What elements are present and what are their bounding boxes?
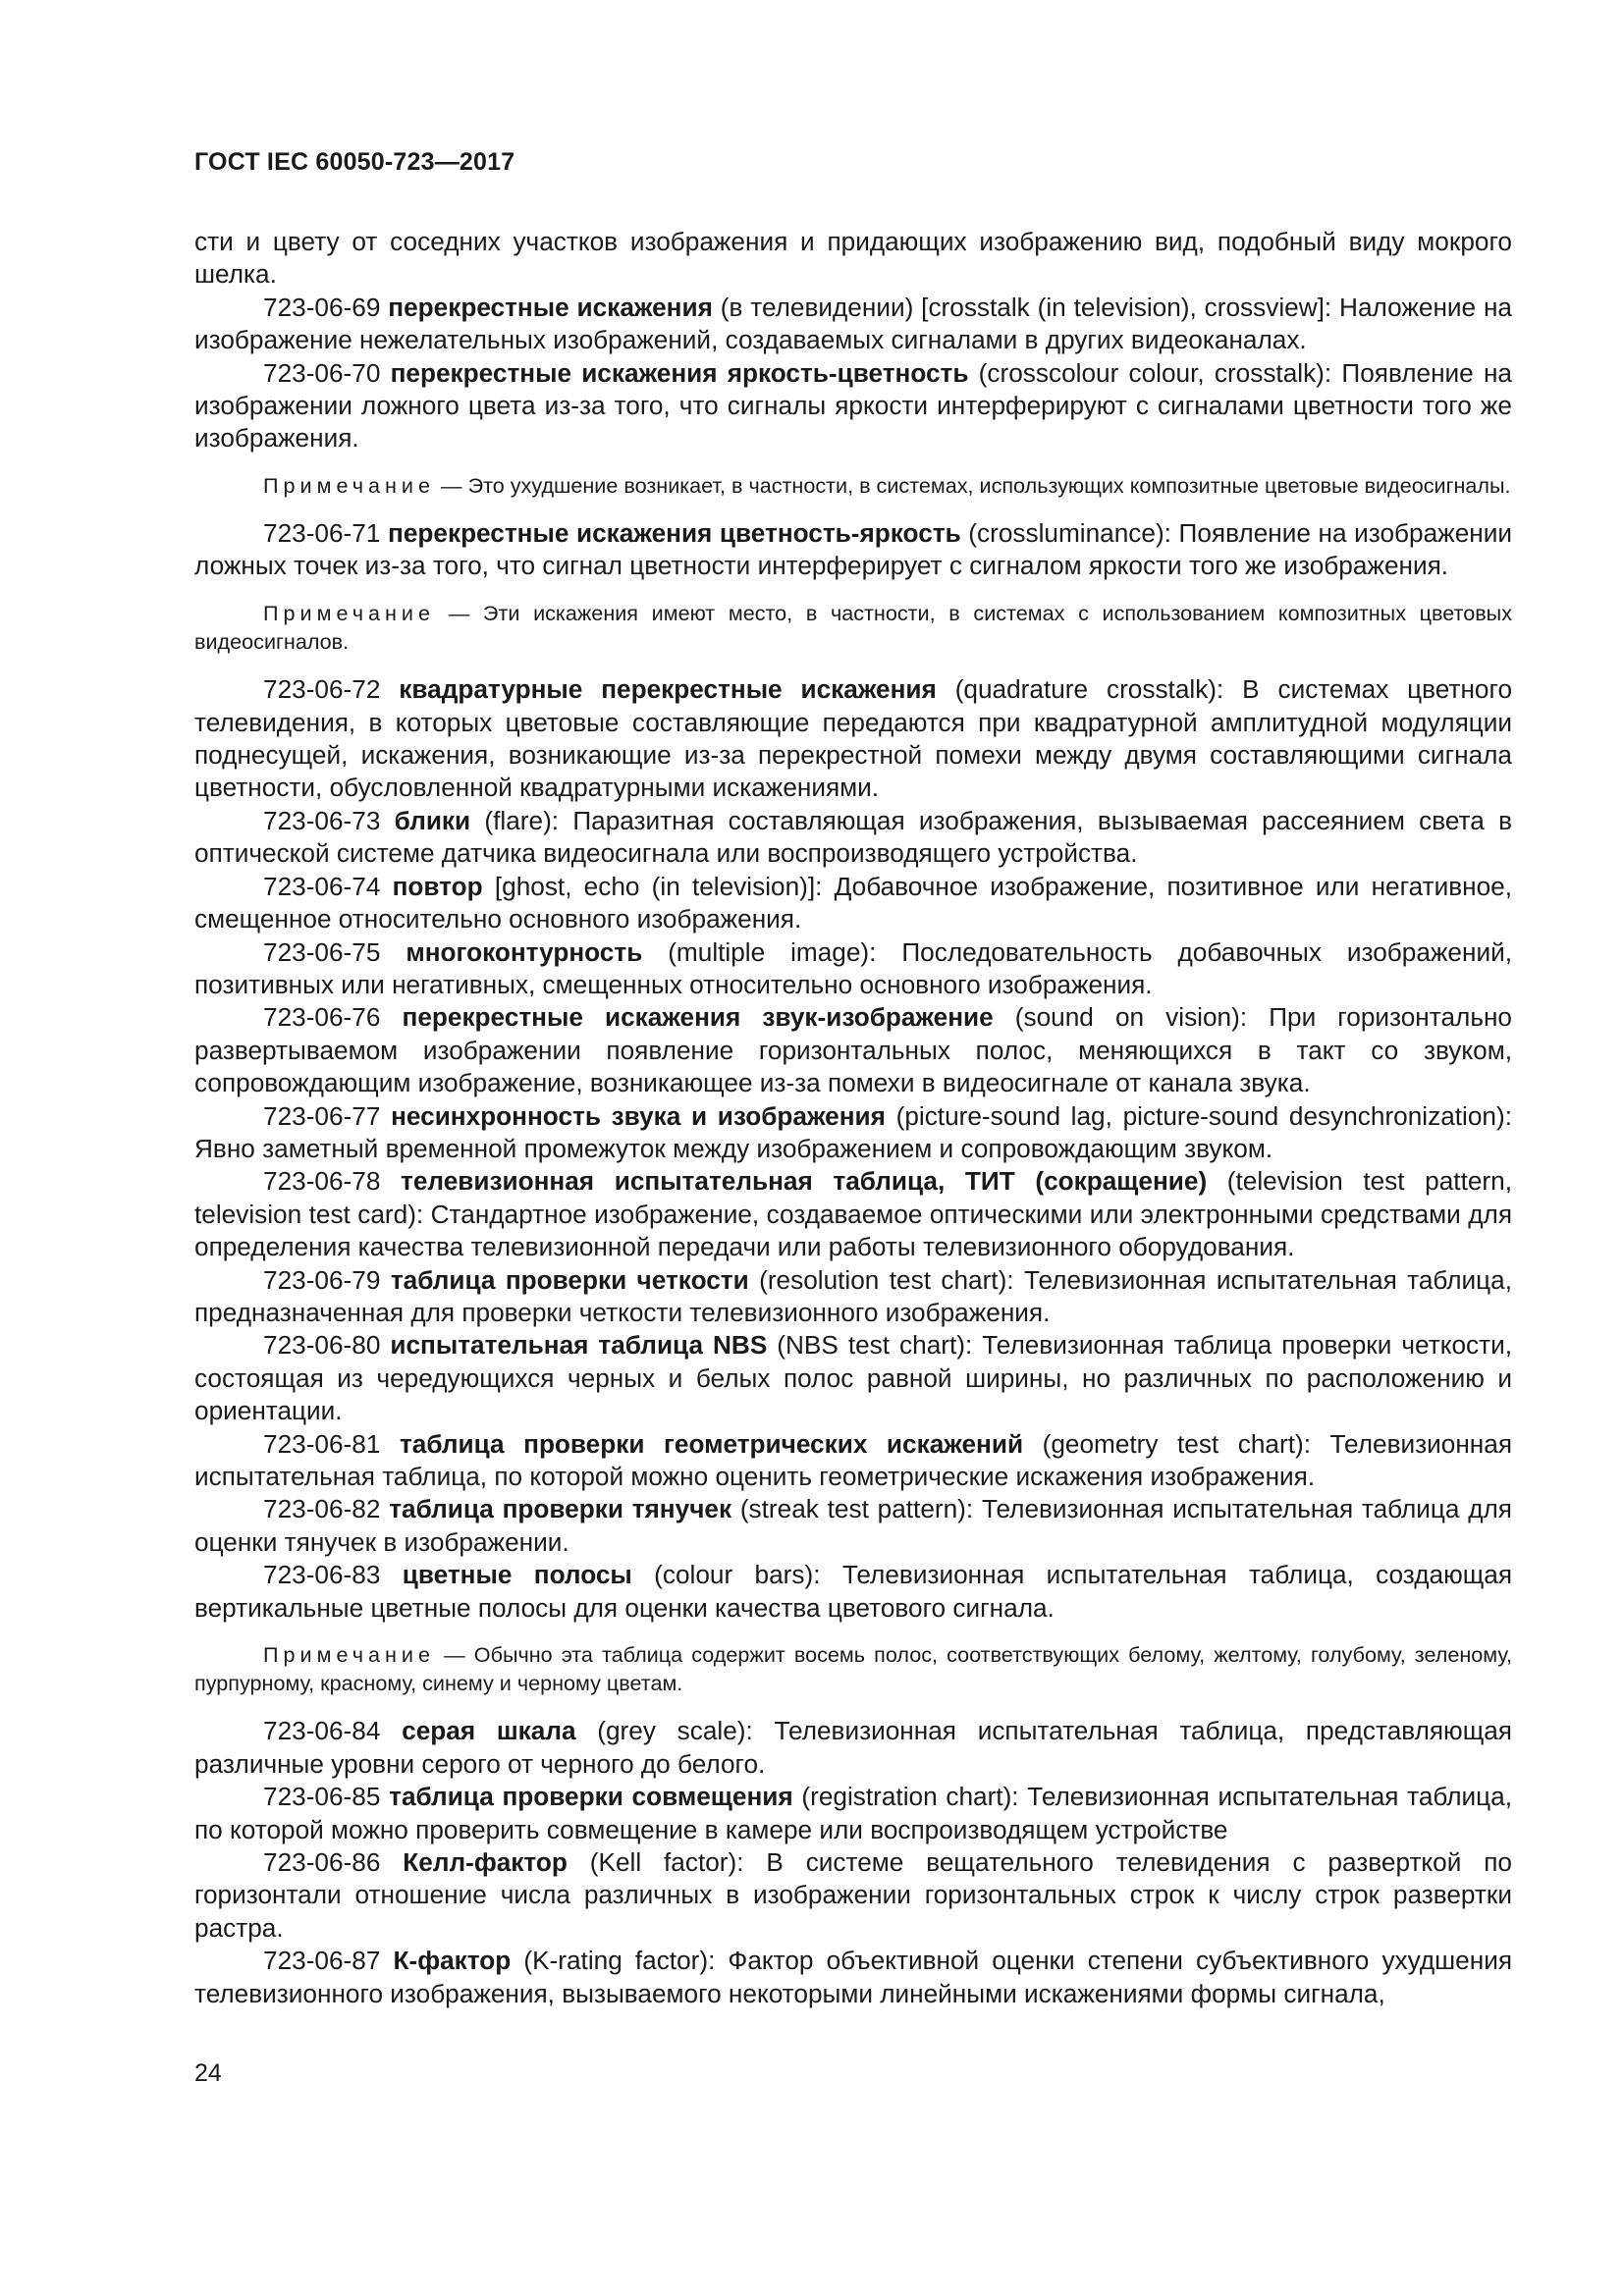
term-number: 723-06-74 bbox=[263, 871, 381, 901]
entry-list bbox=[194, 292, 1512, 2010]
note-text: — Это ухудшение возникает, в частности, в системах, использующих композитные цветовые видеосигналы. bbox=[435, 472, 1511, 498]
term-entry bbox=[194, 357, 1512, 455]
term-number: 723-06-78 bbox=[263, 1166, 381, 1197]
term-number: 723-06-85 bbox=[263, 1782, 381, 1812]
term-definition: (quadrature crosstalk): В системах цветного телевидения, в которых цветовые составляющие передаются при квадратурной амплитудной модуляции поднесущей, искажения, возникающие из-за перекрестной помехи между двумя составляющими сигнала цветности, обусловленной квадратурными искажениями. bbox=[194, 674, 1513, 803]
term-title: таблица проверки совмещения bbox=[389, 1782, 793, 1812]
term-entry bbox=[194, 1781, 1512, 1846]
term-number: 723-06-86 bbox=[263, 1847, 381, 1878]
note-label: Примечание bbox=[263, 472, 435, 498]
term-definition: (multiple image): Последовательность добавочных изображений, позитивных или негативных, смещенных относительно основного изображения. bbox=[194, 936, 1512, 999]
term-definition: (television test pattern, television test card): Стандартное изображение, создаваемое оптическими или электронными средствами для определения качества телевизионной передачи или работы телевизионного оборудования. bbox=[194, 1166, 1512, 1262]
term-number: 723-06-79 bbox=[263, 1264, 381, 1295]
term-number: 723-06-69 bbox=[263, 292, 381, 322]
term-entry bbox=[194, 871, 1512, 936]
term-entry bbox=[194, 673, 1512, 805]
term-title: перекрестные искажения звук-изображение bbox=[402, 1002, 994, 1033]
term-number: 723-06-77 bbox=[263, 1100, 381, 1131]
term-title: многоконтурность bbox=[406, 936, 643, 967]
term-entry bbox=[194, 1001, 1512, 1099]
term-number: 723-06-73 bbox=[263, 805, 381, 835]
term-entry bbox=[194, 1559, 1512, 1625]
term-definition: (resolution test chart): Телевизионная испытательная таблица, предназначенная для проверки четкости телевизионного изображения. bbox=[194, 1264, 1512, 1327]
term-title: К-фактор bbox=[393, 1946, 512, 1976]
term-entry bbox=[194, 517, 1512, 583]
term-definition: (colour bars): Телевизионная испытательная таблица, создающая вертикальные цветные полосы для оценки качества цветового сигнала. bbox=[194, 1560, 1513, 1623]
term-entry bbox=[194, 1715, 1512, 1781]
term-title: перекрестные искажения яркость-цветность bbox=[390, 357, 969, 388]
term-entry bbox=[194, 292, 1512, 357]
term-number: 723-06-80 bbox=[263, 1330, 381, 1361]
term-title: таблица проверки четкости bbox=[390, 1264, 749, 1295]
term-entry bbox=[194, 1264, 1512, 1330]
note-text: — Обычно эта таблица содержит восемь полос, соответствующих белому, желтому, голубому, зеленому, пурпурному, красному, синему и черному цветам. bbox=[194, 1642, 1512, 1696]
term-entry bbox=[194, 1846, 1512, 1945]
term-number: 723-06-87 bbox=[263, 1946, 381, 1976]
term-entry bbox=[194, 1493, 1512, 1559]
term-title: телевизионная испытательная таблица, ТИТ (сокращение) bbox=[401, 1166, 1208, 1197]
term-title: таблица проверки тянучек bbox=[389, 1494, 732, 1524]
term-entry bbox=[194, 805, 1512, 871]
term-number: 723-06-83 bbox=[263, 1560, 381, 1590]
term-entry bbox=[194, 1428, 1512, 1494]
term-definition: (sound on vision): При горизонтально развертываемом изображении появление горизонтальных полос, меняющихся в такт со звуком, сопровождающим изображение, возникающее из-за помехи в видеосигнале от канала звука. bbox=[194, 1002, 1512, 1098]
term-title: перекрестные искажения bbox=[388, 292, 713, 322]
term-definition: (picture-sound lag, picture-sound desynchronization): Явно заметный временной промежуток между изображением и сопровождающим звуком. bbox=[194, 1100, 1512, 1163]
term-definition: (streak test pattern): Телевизионная испытательная таблица для оценки тянучек в изображении. bbox=[194, 1494, 1512, 1557]
term-entry bbox=[194, 1945, 1512, 2010]
term-number: 723-06-71 bbox=[263, 518, 381, 549]
term-definition: (geometry test chart): Телевизионная испытательная таблица, по которой можно оценить геометрические искажения изображения. bbox=[194, 1428, 1512, 1492]
term-title: несинхронность звука и изображения bbox=[391, 1100, 886, 1131]
note bbox=[194, 471, 1512, 500]
term-definition: (flare): Паразитная составляющая изображения, вызываемая рассеянием света в оптической системе датчика видеосигнала или воспроизводящего устройства. bbox=[194, 805, 1512, 869]
term-number: 723-06-72 bbox=[263, 674, 381, 705]
term-number: 723-06-75 bbox=[263, 936, 381, 967]
term-definition: (NBS test chart): Телевизионная таблица проверки четкости, состоящая из чередующихся черных и белых полос равной ширины, но различных по расположению и ориентации. bbox=[194, 1330, 1512, 1426]
term-number: 723-06-82 bbox=[263, 1494, 381, 1524]
term-definition: (registration chart): Телевизионная испытательная таблица, по которой можно проверить совмещение в камере или воспроизводящем устройстве bbox=[194, 1782, 1512, 1844]
note bbox=[194, 599, 1512, 656]
term-entry bbox=[194, 1165, 1512, 1263]
term-title: Келл-фактор bbox=[403, 1847, 568, 1878]
term-number: 723-06-84 bbox=[263, 1716, 381, 1746]
note-text: — Эти искажения имеют место, в частности, в системах с использованием композитных цветовых видеосигналов. bbox=[194, 600, 1512, 655]
term-definition: (crossluminance): Появление на изображении ложных точек из-за того, что сигнал цветности интерферирует с сигналом яркости того же изображения. bbox=[194, 518, 1512, 581]
term-title: перекрестные искажения цветность-яркость bbox=[388, 518, 961, 549]
page-number: 24 bbox=[194, 2059, 222, 2087]
term-entry bbox=[194, 1100, 1512, 1166]
document-header: ГОСТ IEC 60050-723—2017 bbox=[194, 148, 515, 176]
term-entry bbox=[194, 936, 1512, 1002]
term-definition: (grey scale): Телевизионная испытательная таблица, представляющая различные уровни серого от черного до белого. bbox=[194, 1716, 1512, 1779]
intro-paragraph: сти и цвету от соседних участков изображения и придающих изображению вид, подобный виду мокрого шелка. bbox=[194, 227, 1512, 290]
term-number: 723-06-70 bbox=[263, 357, 381, 388]
term-title: цветные полосы bbox=[402, 1560, 632, 1590]
term-entry bbox=[194, 1329, 1512, 1427]
term-definition: (K-rating factor): Фактор объективной оценки степени субъективного ухудшения телевизионного изображения, вызываемого некоторыми линейными искажениями формы сигнала, bbox=[194, 1946, 1512, 2008]
term-title: повтор bbox=[392, 871, 483, 901]
term-definition: [ghost, echo (in television)]: Добавочное изображение, позитивное или негативное, смещенное относительно основного изображения. bbox=[194, 871, 1512, 934]
note bbox=[194, 1640, 1512, 1697]
term-definition: (Kell factor): В системе вещательного телевидения с разверткой по горизонтали отношение числа различных в изображении горизонтальных строк к числу строк развертки растра. bbox=[194, 1847, 1512, 1943]
term-title: блики bbox=[394, 805, 471, 835]
term-definition: (в телевидении) [crosstalk (in television), crossview]: Наложение на изображение нежелательных изображений, создаваемых сигналами в других видеоканалах. bbox=[194, 292, 1512, 355]
term-title: таблица проверки геометрических искажений bbox=[399, 1428, 1024, 1459]
term-number: 723-06-76 bbox=[263, 1002, 381, 1033]
document-page bbox=[194, 147, 1512, 2010]
note-label: Примечание bbox=[263, 600, 435, 625]
term-title: серая шкала bbox=[402, 1716, 576, 1746]
term-number: 723-06-81 bbox=[263, 1428, 381, 1459]
term-title: квадратурные перекрестные искажения bbox=[399, 674, 937, 705]
note-label: Примечание bbox=[263, 1642, 435, 1668]
term-title: испытательная таблица NBS bbox=[390, 1330, 768, 1361]
term-definition: (crosscolour colour, crosstalk): Появление на изображении ложного цвета из-за того, что сигналы яркости интерферируют с сигналами цветности того же изображения. bbox=[194, 357, 1512, 454]
